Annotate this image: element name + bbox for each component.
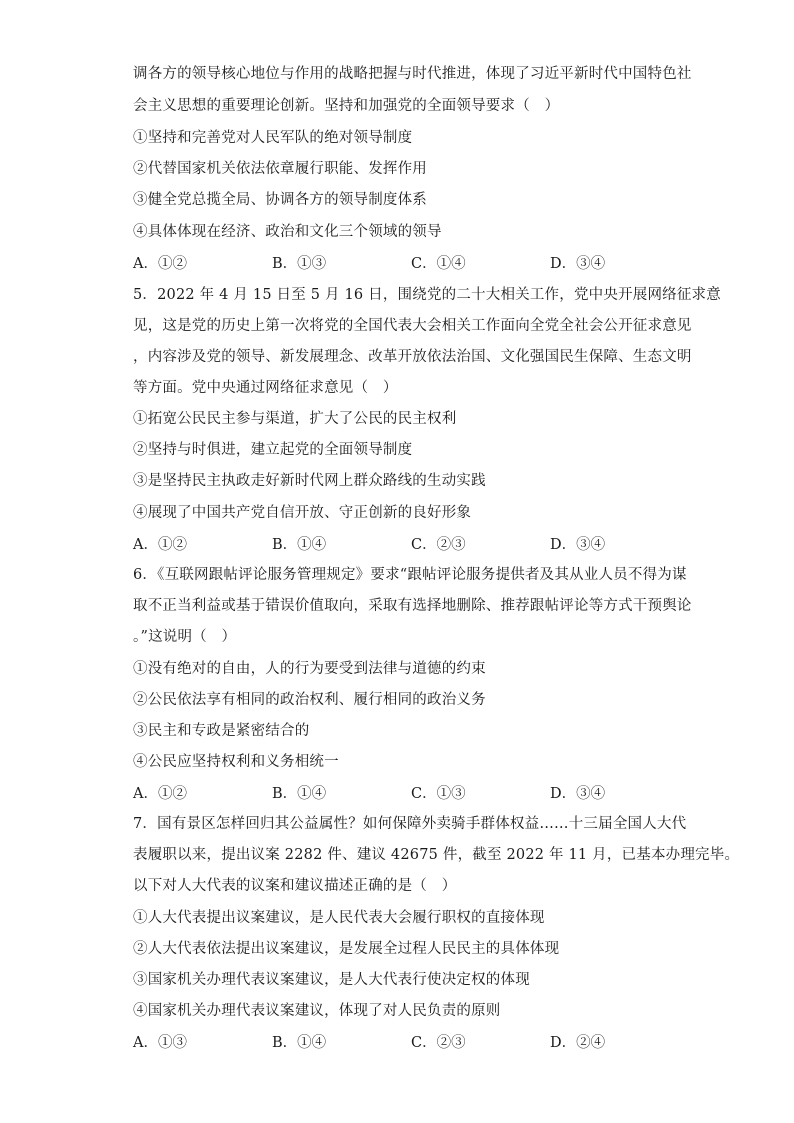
q5-stem-line-4: 等方面。党中央通过网络征求意见（ ） [133,380,398,396]
q6-stem-line-1: 6．《互联网跟帖评论服务管理规定》要求“跟帖评论服务提供者及其从业人员不得为谋 [133,567,687,583]
q5-statement-2: ②坚持与时俱进，建立起党的全面领导制度 [133,442,413,458]
q5-option-c[interactable]: C．②③ [411,537,466,553]
q7-stem-line-3: 以下对人大代表的议案和建议描述正确的是（ ） [133,878,457,894]
q6-statement-3: ③民主和专政是紧密结合的 [133,723,310,739]
q7-option-d[interactable]: D．②④ [550,1035,606,1051]
q6-option-d[interactable]: D．③④ [550,786,606,802]
q7-statement-2: ②人大代表依法提出议案建议，是发展全过程人民民主的具体体现 [133,941,560,957]
q5-stem-line-2: 见，这是党的历史上第一次将党的全国代表大会相关工作面向全党全社会公开征求意见 [133,318,692,334]
q4-option-b[interactable]: B．①③ [272,256,327,272]
q4-stem-line-1: 调各方的领导核心地位与作用的战略把握与时代推进，体现了习近平新时代中国特色社 [133,66,692,82]
q5-stem-line-3: ，内容涉及党的领导、新发展理念、改革开放依法治国、文化强国民生保障、生态文明 [133,349,692,365]
q6-stem-line-2: 取不正当利益或基于错误价值取向，采取有选择地删除、推荐跟帖评论等方式干预舆论 [133,598,692,614]
q6-statement-1: ①没有绝对的自由，人的行为要受到法律与道德的约束 [133,661,486,677]
q7-statement-4: ④国家机关办理代表议案建议，体现了对人民负责的原则 [133,1003,501,1019]
q4-statement-2: ②代替国家机关依法依章履行职能、发挥作用 [133,161,427,177]
q7-option-a[interactable]: A．①③ [133,1035,187,1051]
q6-options [133,784,693,804]
q5-stem-line-1: 5．2022 年 4 月 15 日至 5 月 16 日，围绕党的二十大相关工作，党中央开展网络征求意 [133,287,721,303]
q4-option-c[interactable]: C．①④ [411,256,466,272]
q7-statement-1: ①人大代表提出议案建议，是人民代表大会履行职权的直接体现 [133,910,545,926]
q7-statement-3: ③国家机关办理代表议案建议，是人大代表行使决定权的体现 [133,972,530,988]
q6-statement-4: ④公民应坚持权利和义务相统一 [133,754,339,770]
q4-options [133,254,693,274]
q5-statement-3: ③是坚持民主执政走好新时代网上群众路线的生动实践 [133,473,486,489]
q4-statement-4: ④具体体现在经济、政治和文化三个领域的领导 [133,224,442,240]
q6-option-a[interactable]: A．①② [133,786,187,802]
q6-option-c[interactable]: C．①③ [411,786,466,802]
q6-stem-line-3: 。”这说明（ ） [133,629,237,645]
q4-statement-3: ③健全党总揽全局、协调各方的领导制度体系 [133,192,427,208]
q5-option-b[interactable]: B．①④ [272,537,327,553]
q6-option-b[interactable]: B．①④ [272,786,327,802]
q5-option-d[interactable]: D．③④ [550,537,606,553]
q7-option-c[interactable]: C．②③ [411,1035,466,1051]
q5-options [133,535,693,555]
q7-stem-line-1: 7．国有景区怎样回归其公益属性？如何保障外卖骑手群体权益……十三届全国人大代 [133,816,687,832]
q7-options [133,1033,693,1053]
q4-statement-1: ①坚持和完善党对人民军队的绝对领导制度 [133,130,413,146]
q5-option-a[interactable]: A．①② [133,537,187,553]
q4-option-a[interactable]: A．①② [133,256,187,272]
q4-stem-line-2: 会主义思想的重要理论创新。坚持和加强党的全面领导要求（ ） [133,98,560,114]
q4-option-d[interactable]: D．③④ [550,256,606,272]
q5-statement-4: ④展现了中国共产党自信开放、守正创新的良好形象 [133,505,472,521]
q6-statement-2: ②公民依法享有相同的政治权利、履行相同的政治义务 [133,692,486,708]
q7-option-b[interactable]: B．①④ [272,1035,327,1051]
q5-statement-1: ①拓宽公民民主参与渠道，扩大了公民的民主权利 [133,411,457,427]
q7-stem-line-2: 表履职以来，提出议案 2282 件、建议 42675 件，截至 2022 年 11 月，已基本办理完毕。 [133,847,740,863]
